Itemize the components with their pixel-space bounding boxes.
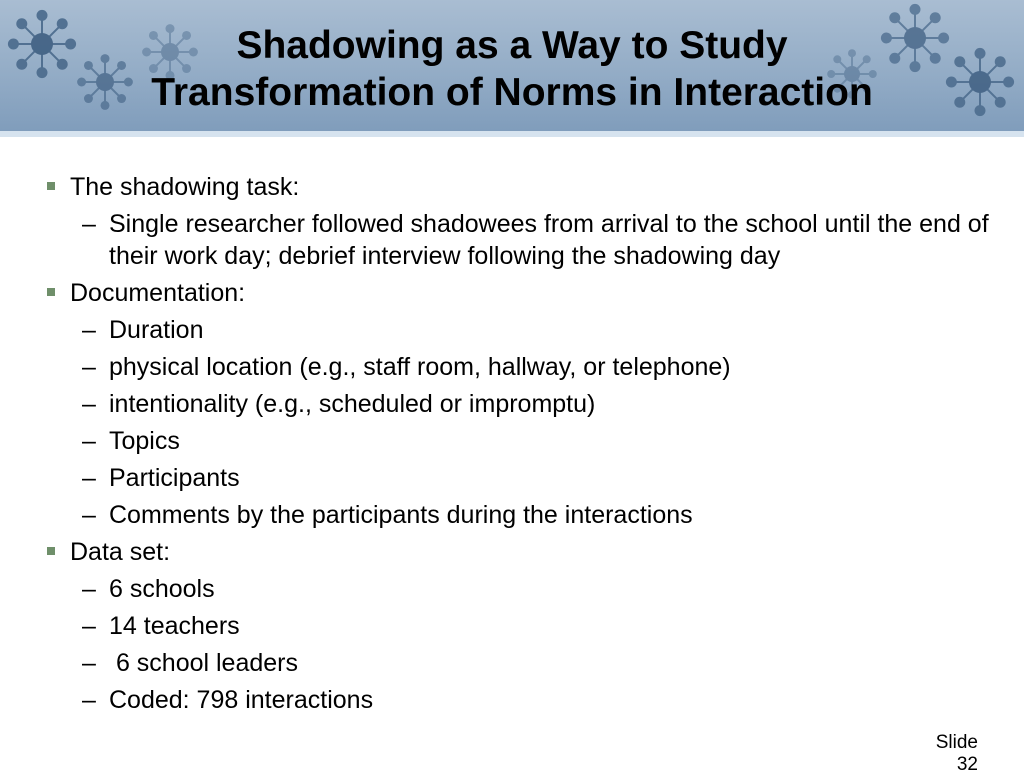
dash-bullet-icon: – <box>82 649 96 677</box>
sub-bullet-text: 6 schools <box>109 575 215 603</box>
sub-bullet-text: Comments by the participants during the interactions <box>109 501 693 529</box>
sub-bullet-text: Participants <box>109 464 240 492</box>
sub-bullet-text: physical location (e.g., staff room, hallway, or telephone) <box>109 353 731 381</box>
dash-bullet-icon: – <box>82 316 96 344</box>
sub-bullet-item <box>46 684 996 716</box>
title-line-2: Transformation of Norms in Interaction <box>151 71 873 114</box>
slide-number <box>936 732 978 776</box>
sub-bullet-item <box>46 208 996 272</box>
dash-bullet-icon: – <box>82 353 96 381</box>
square-bullet-icon <box>47 182 55 190</box>
dash-bullet-icon: – <box>82 501 96 529</box>
sub-bullet-text: Coded: 798 interactions <box>109 686 374 714</box>
bullet-text: Documentation: <box>70 279 246 307</box>
square-bullet-icon <box>47 288 55 296</box>
dash-bullet-icon: – <box>82 464 96 492</box>
bullet-text: The shadowing task: <box>70 173 300 201</box>
slide-title <box>0 22 1024 116</box>
dash-bullet-icon: – <box>82 390 96 418</box>
sub-bullet-item <box>46 462 996 494</box>
dash-bullet-icon: – <box>82 427 96 455</box>
sub-bullet-item <box>46 388 996 420</box>
title-line-1: Shadowing as a Way to Study <box>236 24 788 67</box>
slide-label: Slide <box>935 732 978 753</box>
bullet-text: Data set: <box>70 538 171 566</box>
sub-bullet-text: Single researcher followed shadowees from arrival to the school until the end of their work day; debrief interview following the shadowing day <box>109 210 989 270</box>
sub-bullet-item <box>46 647 996 679</box>
bullet-item <box>46 536 996 568</box>
square-bullet-icon <box>47 547 55 555</box>
slide-number-value: 32 <box>956 754 978 775</box>
sub-bullet-item <box>46 573 996 605</box>
sub-bullet-text: 6 school leaders <box>109 649 299 677</box>
bullet-item <box>46 171 996 203</box>
slide-header <box>0 0 1024 134</box>
dash-bullet-icon: – <box>82 686 96 714</box>
header-divider <box>0 131 1024 137</box>
sub-bullet-item <box>46 610 996 642</box>
dash-bullet-icon: – <box>82 612 96 640</box>
dash-bullet-icon: – <box>82 575 96 603</box>
sub-bullet-text: intentionality (e.g., scheduled or impromptu) <box>109 390 596 418</box>
sub-bullet-text: 14 teachers <box>109 612 240 640</box>
sub-bullet-item <box>46 314 996 346</box>
sub-bullet-item <box>46 351 996 383</box>
sub-bullet-text: Duration <box>109 316 204 344</box>
sub-bullet-item <box>46 425 996 457</box>
bullet-item <box>46 277 996 309</box>
dash-bullet-icon: – <box>82 210 96 238</box>
sub-bullet-text: Topics <box>109 427 180 455</box>
bullet-list <box>46 166 996 716</box>
sub-bullet-item <box>46 499 996 531</box>
